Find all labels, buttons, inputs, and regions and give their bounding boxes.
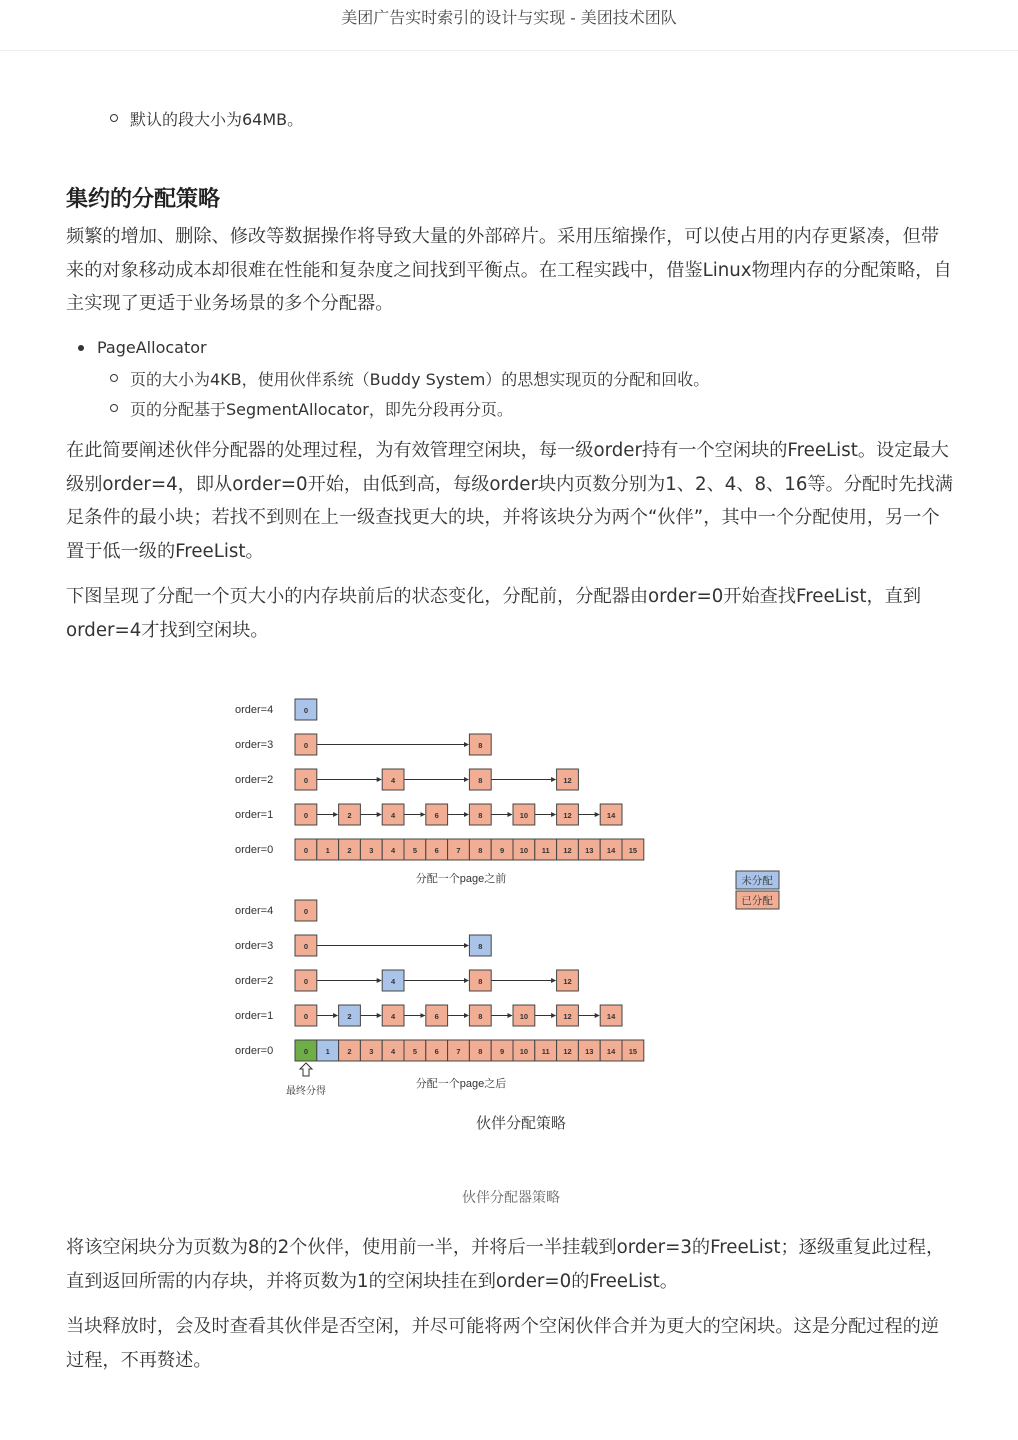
before-block-number: 2	[347, 811, 352, 820]
after-block-number: 8	[478, 942, 483, 951]
before-block-number: 8	[478, 776, 483, 785]
list-item: 页的分配基于SegmentAllocator，即先分段再分页。	[130, 397, 513, 420]
bullet-icon	[78, 345, 84, 351]
after-block-number: 4	[391, 1012, 396, 1021]
after-block-number: 2	[347, 1047, 352, 1056]
diagram-after	[235, 900, 644, 1061]
before-block-number: 11	[541, 846, 550, 855]
before-block-number: 15	[628, 846, 638, 855]
before-block-number: 12	[563, 776, 572, 785]
buddy-allocator-diagram	[225, 690, 795, 1140]
after-block-number: 8	[478, 1012, 483, 1021]
before-block-number: 6	[434, 811, 439, 820]
before-block-number: 12	[563, 811, 572, 820]
after-block-number: 4	[391, 1047, 396, 1056]
after-block-number: 4	[391, 977, 396, 986]
paragraph: 将该空闲块分为页数为8的2个伙伴，使用前一半，并将后一半挂载到order=3的FreeList；逐级重复此过程，直到返回所需的内存块，并将页数为1的空闲块挂在到order=0的FreeList。	[66, 1237, 945, 1292]
after-block-number: 8	[478, 1047, 483, 1056]
after-block-number: 7	[456, 1047, 461, 1056]
before-block-number: 14	[606, 846, 616, 855]
after-block-number: 9	[500, 1047, 505, 1056]
hollow-bullet-icon	[110, 404, 118, 412]
before-block-number: 0	[303, 776, 308, 785]
diagram-before	[235, 699, 644, 860]
before-order-label: order=1	[235, 809, 274, 821]
legend-used-label: 已分配	[741, 895, 773, 907]
after-order-label: order=4	[235, 905, 274, 917]
before-block-number: 4	[391, 776, 396, 785]
legend	[736, 871, 779, 909]
hollow-bullet-icon	[110, 114, 118, 122]
after-block-number: 0	[303, 1012, 308, 1021]
list-item: PageAllocator	[97, 338, 207, 357]
after-block-number: 2	[347, 1012, 352, 1021]
before-block-number: 8	[478, 811, 483, 820]
before-label: 分配一个page之前	[415, 873, 507, 885]
before-block-number: 8	[478, 846, 483, 855]
before-block-number: 10	[519, 811, 529, 820]
before-order-label: order=4	[235, 704, 274, 716]
before-block-number: 12	[563, 846, 572, 855]
before-block-number: 14	[606, 811, 616, 820]
legend-free-label: 未分配	[741, 875, 773, 887]
after-order-label: order=2	[235, 975, 274, 987]
before-block-number: 13	[585, 846, 594, 855]
after-order-label: order=1	[235, 1010, 274, 1022]
before-block-number: 4	[391, 811, 396, 820]
after-block-number: 0	[303, 977, 308, 986]
after-block-number: 12	[563, 1047, 572, 1056]
figure-caption: 伙伴分配器策略	[462, 1190, 560, 1206]
after-block-number: 5	[412, 1047, 417, 1056]
section-title: 集约的分配策略	[66, 187, 221, 212]
before-block-number: 0	[303, 846, 308, 855]
after-block-number: 14	[606, 1047, 616, 1056]
page-header-title: 美团广告实时索引的设计与实现 - 美团技术团队	[341, 8, 677, 27]
before-order-label: order=0	[235, 844, 274, 856]
before-block-number: 8	[478, 741, 483, 750]
hollow-bullet-icon	[110, 374, 118, 382]
after-block-number: 6	[434, 1012, 439, 1021]
before-order-label: order=3	[235, 739, 274, 751]
after-block-number: 10	[519, 1012, 529, 1021]
paragraph: 当块释放时，会及时查看其伙伴是否空闲，并尽可能将两个空闲伙伴合并为更大的空闲块。这是分配过程的逆过程，不再赘述。	[66, 1316, 940, 1371]
after-order-label: order=3	[235, 940, 274, 952]
after-block-number: 15	[628, 1047, 638, 1056]
before-block-number: 0	[303, 741, 308, 750]
before-block-number: 6	[434, 846, 439, 855]
before-block-number: 5	[412, 846, 417, 855]
after-label: 分配一个page之后	[415, 1078, 507, 1090]
after-order-label: order=0	[235, 1045, 274, 1057]
after-block-number: 6	[434, 1047, 439, 1056]
after-block-number: 0	[303, 907, 308, 916]
after-block-number: 0	[303, 942, 308, 951]
up-arrow-icon	[300, 1063, 312, 1076]
before-block-number: 0	[303, 811, 308, 820]
after-block-number: 14	[606, 1012, 616, 1021]
after-block-number: 11	[541, 1047, 550, 1056]
before-block-number: 10	[519, 846, 529, 855]
list-item: 页的大小为4KB，使用伙伴系统（Buddy System）的思想实现页的分配和回收。	[130, 367, 709, 390]
after-block-number: 3	[369, 1047, 374, 1056]
before-order-label: order=2	[235, 774, 274, 786]
after-block-number: 12	[563, 1012, 572, 1021]
after-block-number: 8	[478, 977, 483, 986]
after-block-number: 10	[519, 1047, 529, 1056]
before-block-number: 3	[369, 846, 374, 855]
after-block-number: 0	[303, 1047, 308, 1056]
before-block-number: 9	[500, 846, 505, 855]
paragraph: 频繁的增加、删除、修改等数据操作将导致大量的外部碎片。采用压缩操作，可以使占用的内存更紧凑，但带来的对象移动成本却很难在性能和复杂度之间找到平衡点。在工程实践中，借鉴Linux物理内存的分配策略，自主实现了更适于业务场景的多个分配器。	[66, 226, 952, 314]
paragraph: 下图呈现了分配一个页大小的内存块前后的状态变化，分配前，分配器由order=0开始查找FreeList，直到order=4才找到空闲块。	[66, 586, 922, 641]
paragraph: 在此简要阐述伙伴分配器的处理过程，为有效管理空闲块，每一级order持有一个空闲块的FreeList。设定最大级别order=4，即从order=0开始，由低到高，每级order块内页数分别为1、2、4、8、16等。分配时先找满足条件的最小块；若找不到则在上一级查找更大的块，并将该块分为两个“伙伴”，其中一个分配使用，另一个置于低一级的FreeList。	[66, 440, 953, 562]
final-label: 最终分得	[286, 1086, 326, 1097]
before-block-number: 7	[456, 846, 461, 855]
list-item: 默认的段大小为64MB。	[130, 107, 303, 130]
before-block-number: 2	[347, 846, 352, 855]
before-block-number: 1	[325, 846, 330, 855]
before-block-number: 4	[391, 846, 396, 855]
after-block-number: 13	[585, 1047, 594, 1056]
before-block-number: 0	[303, 706, 308, 715]
diagram-inner-caption: 伙伴分配策略	[475, 1115, 567, 1132]
after-block-number: 1	[325, 1047, 330, 1056]
after-block-number: 12	[563, 977, 572, 986]
page-header	[0, 0, 1018, 51]
